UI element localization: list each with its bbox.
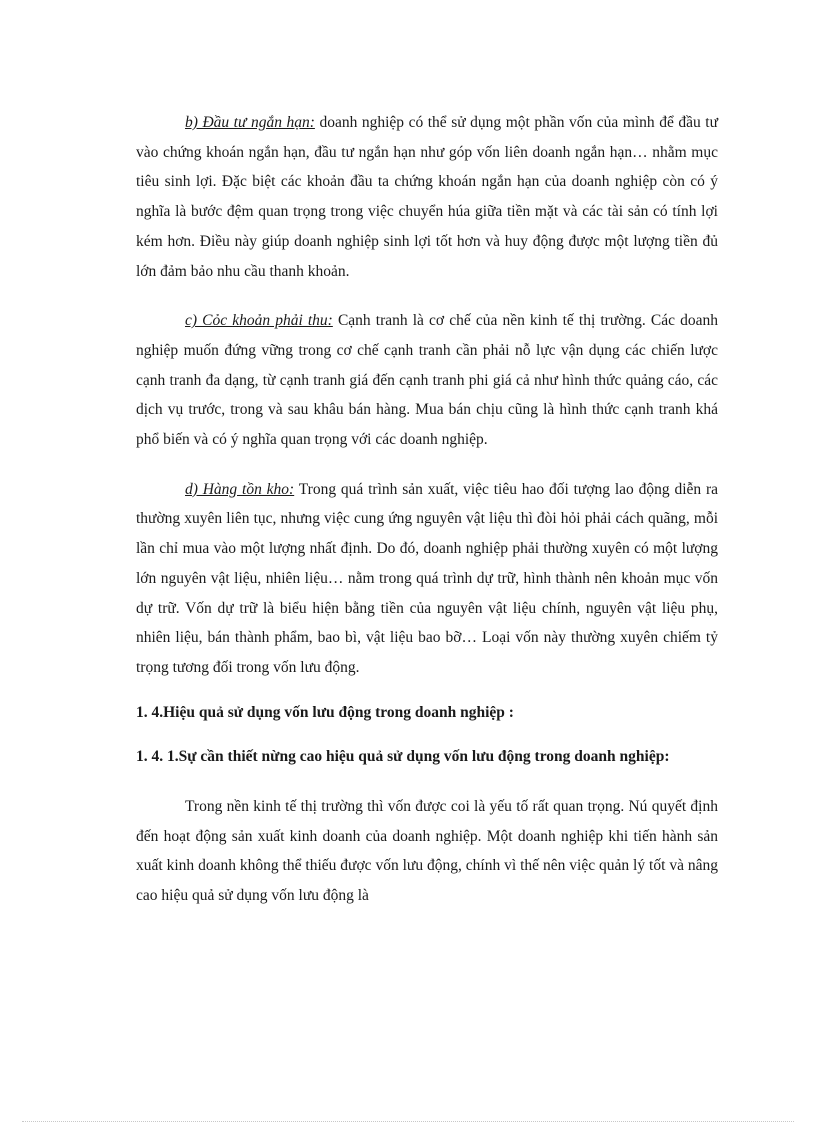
section-heading-1-4-1: 1. 4. 1.Sự cần thiết nừng cao hiệu quả sử dụng vốn lưu động trong doanh nghiệp: — [136, 748, 670, 766]
paragraph-lead-receivables: c) Cỏc khoản phải thu: — [185, 312, 333, 330]
paragraph-body-receivables: Cạnh tranh là cơ chế của nền kinh tế thị trường. Các doanh nghiệp muốn đứng vững trong cơ chế cạnh tranh cần phải nỗ lực vận dụng các chiến lược cạnh tranh đa dạng, từ cạnh tranh giá đến cạnh tranh phi giá cả như hình thức quảng cáo, các dịch vụ trước, trong và sau khâu bán hàng. Mua bán chịu cũng là hình thức cạnh tranh khá phổ biến và có ý nghĩa quan trọng với các doanh nghiệp. — [136, 312, 718, 449]
paragraph-lead-short-term-investment: b) Đầu tư ngắn hạn: — [185, 114, 315, 131]
paragraph-closing: Trong nền kinh tế thị trường thì vốn được coi là yếu tố rất quan trọng. Nú quyết định đến hoạt động sản xuất kinh doanh của doanh nghiệp. Một doanh nghiệp khi tiến hành sản xuất kinh doanh không thể thiếu được vốn lưu động, chính vì thế nên việc quản lý tốt và nâng cao hiệu quả sử dụng vốn lưu động là — [136, 798, 718, 905]
paragraph-body-inventory: Trong quá trình sản xuất, việc tiêu hao đối tượng lao động diễn ra thường xuyên liên tục, nhưng việc cung ứng nguyên vật liệu thì đòi hỏi phải cách quãng, mỗi lần chỉ mua vào một lượng nhất định. Do đó, doanh nghiệp phải thường xuyên có một lượng lớn nguyên vật liệu, nhiên liệu… nằm trong quá trình dự trữ, hình thành nên khoản mục vốn dự trữ. Vốn dự trữ là biểu hiện bằng tiền của nguyên vật liệu chính, nguyên vật liệu phụ, nhiên liệu, bán thành phẩm, bao bì, vật liệu bao bỡ… Loại vốn này thường xuyên chiếm tỷ trọng tương đối trong vốn lưu động. — [136, 480, 718, 676]
section-heading-1-4: 1. 4.Hiệu quả sử dụng vốn lưu động trong doanh nghiệp : — [136, 703, 514, 721]
paragraph-receivables — [136, 306, 718, 455]
paragraph-body-short-term-investment: doanh nghiệp có thể sử dụng một phần vốn của mình để đầu tư vào chứng khoán ngắn hạn, đầu tư ngắn hạn như góp vốn liên doanh ngắn hạn… nhằm mục tiêu sinh lợi. Đặc biệt các khoản đầu ta chứng khoán ngắn hạn của doanh nghiệp còn có ý nghĩa là bước đệm quan trọng trong việc chuyển húa giữa tiền mặt và các tài sản có tính lợi kém hơn. Điều này giúp doanh nghiệp sinh lợi tốt hơn và huy động được một lượng tiền đủ lớn đảm bảo nhu cầu thanh khoản. — [136, 114, 718, 280]
paragraph-lead-inventory: d) Hàng tồn kho: — [185, 480, 295, 498]
document-page — [136, 108, 718, 931]
paragraph-inventory — [136, 475, 718, 683]
page-bottom-divider — [22, 1121, 794, 1122]
paragraph-short-term-investment — [136, 108, 718, 286]
